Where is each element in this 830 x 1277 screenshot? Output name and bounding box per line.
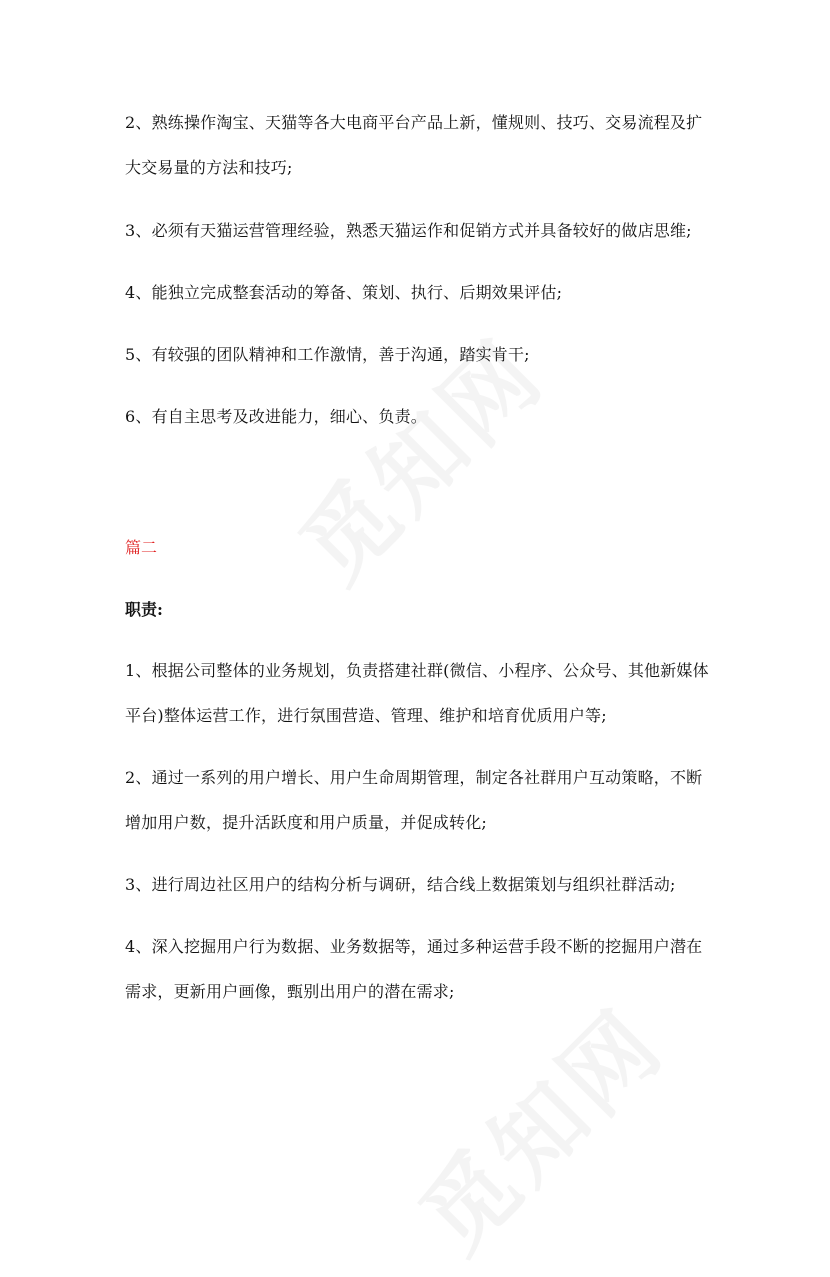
section-subheading: 职责: bbox=[125, 600, 163, 619]
list-item: 3、必须有天猫运营管理经验，熟悉天猫运作和促销方式并具备较好的做店思维; bbox=[125, 221, 692, 240]
list-item: 4、深入挖掘用户行为数据、业务数据等，通过多种运营手段不断的挖掘用户潜在需求，更新用户画像，甄别出用户的潜在需求; bbox=[125, 937, 703, 1001]
list-item: 1、根据公司整体的业务规划，负责搭建社群(微信、小程序、公众号、其他新媒体平台)整体运营工作，进行氛围营造、管理、维护和培育优质用户等; bbox=[125, 661, 709, 725]
list-item: 5、有较强的团队精神和工作激情，善于沟通，踏实肯干; bbox=[125, 345, 530, 364]
list-item: 3、进行周边社区用户的结构分析与调研，结合线上数据策划与组织社群活动; bbox=[125, 875, 676, 894]
list-item: 4、能独立完成整套活动的筹备、策划、执行、后期效果评估; bbox=[125, 283, 563, 302]
watermark bbox=[386, 975, 687, 1276]
list-item: 6、有自主思考及改进能力，细心、负责。 bbox=[125, 407, 427, 426]
list-item: 2、通过一系列的用户增长、用户生命周期管理，制定各社群用户互动策略，不断增加用户数，提升活跃度和用户质量，并促成转化; bbox=[125, 768, 703, 832]
list-item: 2、熟练操作淘宝、天猫等各大电商平台产品上新，懂规则、技巧、交易流程及扩大交易量的方法和技巧; bbox=[125, 113, 703, 177]
section-heading: 篇二 bbox=[125, 538, 158, 557]
